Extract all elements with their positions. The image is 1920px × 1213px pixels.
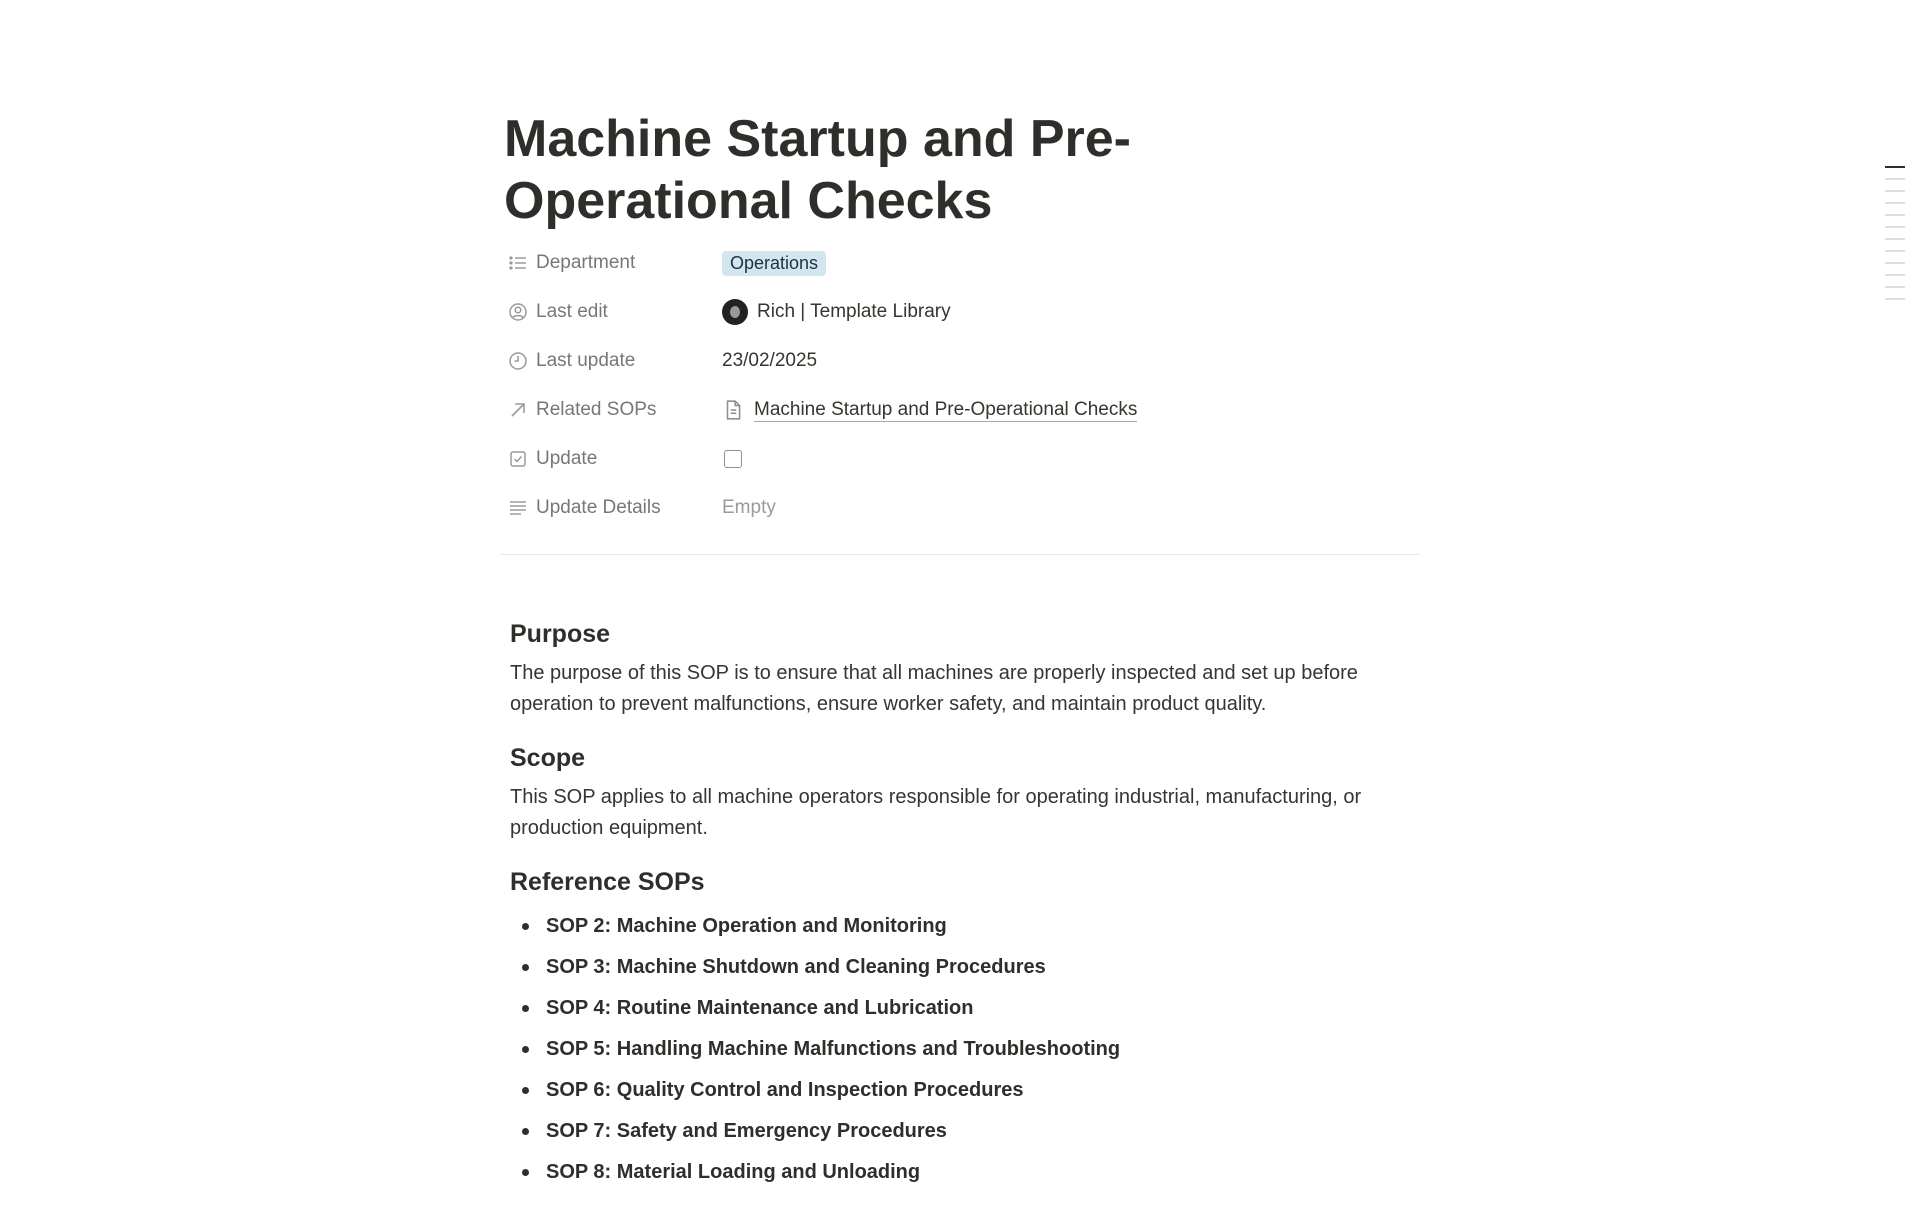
list-item[interactable]: SOP 7: Safety and Emergency Procedures	[510, 1111, 1430, 1152]
property-label-text: Last update	[536, 350, 636, 371]
list-item[interactable]: SOP 6: Quality Control and Inspection Procedures	[510, 1070, 1430, 1111]
property-related-sops	[504, 393, 1424, 442]
section-purpose	[510, 616, 1430, 720]
toc-marker[interactable]	[1885, 238, 1905, 240]
reference-list	[510, 906, 1430, 1193]
property-label-related-sops[interactable]	[504, 393, 728, 427]
toc-marker[interactable]	[1885, 226, 1905, 228]
property-department	[504, 246, 1424, 295]
list-icon	[508, 253, 528, 273]
empty-placeholder: Empty	[722, 497, 776, 518]
property-value-department[interactable]	[722, 246, 826, 280]
toc-marker[interactable]	[1885, 178, 1905, 180]
property-value-last-edit[interactable]	[722, 295, 951, 329]
editor-name: Rich | Template Library	[757, 301, 951, 322]
property-label-last-update[interactable]	[504, 344, 728, 378]
related-sop-link[interactable]	[722, 399, 1137, 422]
update-checkbox[interactable]	[724, 450, 742, 468]
list-item[interactable]: SOP 5: Handling Machine Malfunctions and Troubleshooting	[510, 1029, 1430, 1070]
property-last-edit	[504, 295, 1424, 344]
text-lines-icon	[508, 498, 528, 518]
property-label-text: Department	[536, 252, 636, 273]
property-value-update-details[interactable]	[722, 491, 776, 525]
property-last-update	[504, 344, 1424, 393]
list-item[interactable]: SOP 8: Material Loading and Unloading	[510, 1152, 1430, 1193]
property-label-update-details[interactable]	[504, 491, 728, 525]
last-update-date: 23/02/2025	[722, 350, 818, 371]
property-value-last-update[interactable]	[722, 344, 817, 378]
divider	[500, 554, 1420, 555]
property-label-department[interactable]	[504, 246, 728, 280]
section-references	[510, 864, 1430, 1193]
toc-marker[interactable]	[1885, 202, 1905, 204]
properties-panel	[504, 246, 1424, 540]
list-item[interactable]: SOP 4: Routine Maintenance and Lubrication	[510, 988, 1430, 1029]
toc-marker[interactable]	[1885, 190, 1905, 192]
page-title[interactable]: Machine Startup and Pre-Operational Checks	[504, 110, 1131, 230]
document-icon	[722, 399, 744, 421]
section-scope	[510, 740, 1430, 844]
property-value-update	[722, 442, 742, 476]
toc-marker[interactable]	[1885, 274, 1905, 276]
checkbox-icon	[508, 449, 528, 469]
section-heading[interactable]: Purpose	[510, 620, 611, 648]
property-label-text: Update Details	[536, 497, 661, 518]
avatar	[722, 299, 748, 325]
section-body[interactable]: This SOP applies to all machine operators responsible for operating industrial, manufacturing, or production equipment.	[510, 786, 1362, 839]
property-update-details	[504, 491, 1424, 540]
table-of-contents-minimap[interactable]	[1885, 166, 1907, 310]
property-value-related-sops	[722, 393, 1137, 427]
list-item[interactable]: SOP 2: Machine Operation and Monitoring	[510, 906, 1430, 947]
section-heading[interactable]: Scope	[510, 744, 586, 772]
section-heading[interactable]: Reference SOPs	[510, 868, 705, 896]
toc-marker[interactable]	[1885, 214, 1905, 216]
property-label-last-edit[interactable]	[504, 295, 728, 329]
toc-marker[interactable]	[1885, 298, 1905, 300]
property-update	[504, 442, 1424, 491]
clock-icon	[508, 351, 528, 371]
arrow-up-right-icon	[508, 400, 528, 420]
toc-marker[interactable]	[1885, 250, 1905, 252]
department-tag[interactable]: Operations	[722, 251, 826, 276]
toc-marker[interactable]	[1885, 262, 1905, 264]
related-sop-title: Machine Startup and Pre-Operational Checks	[754, 398, 1138, 420]
section-body[interactable]: The purpose of this SOP is to ensure that all machines are properly inspected and set up before operation to prevent malfunctions, ensure worker safety, and maintain product quality.	[510, 662, 1358, 715]
page-content	[510, 616, 1430, 1213]
toc-marker[interactable]	[1885, 286, 1905, 288]
property-label-text: Update	[536, 448, 598, 469]
list-item[interactable]: SOP 3: Machine Shutdown and Cleaning Procedures	[510, 947, 1430, 988]
property-label-update[interactable]	[504, 442, 728, 476]
property-label-text: Related SOPs	[536, 399, 657, 420]
toc-marker[interactable]	[1885, 166, 1905, 168]
person-circle-icon	[508, 302, 528, 322]
property-label-text: Last edit	[536, 301, 608, 322]
